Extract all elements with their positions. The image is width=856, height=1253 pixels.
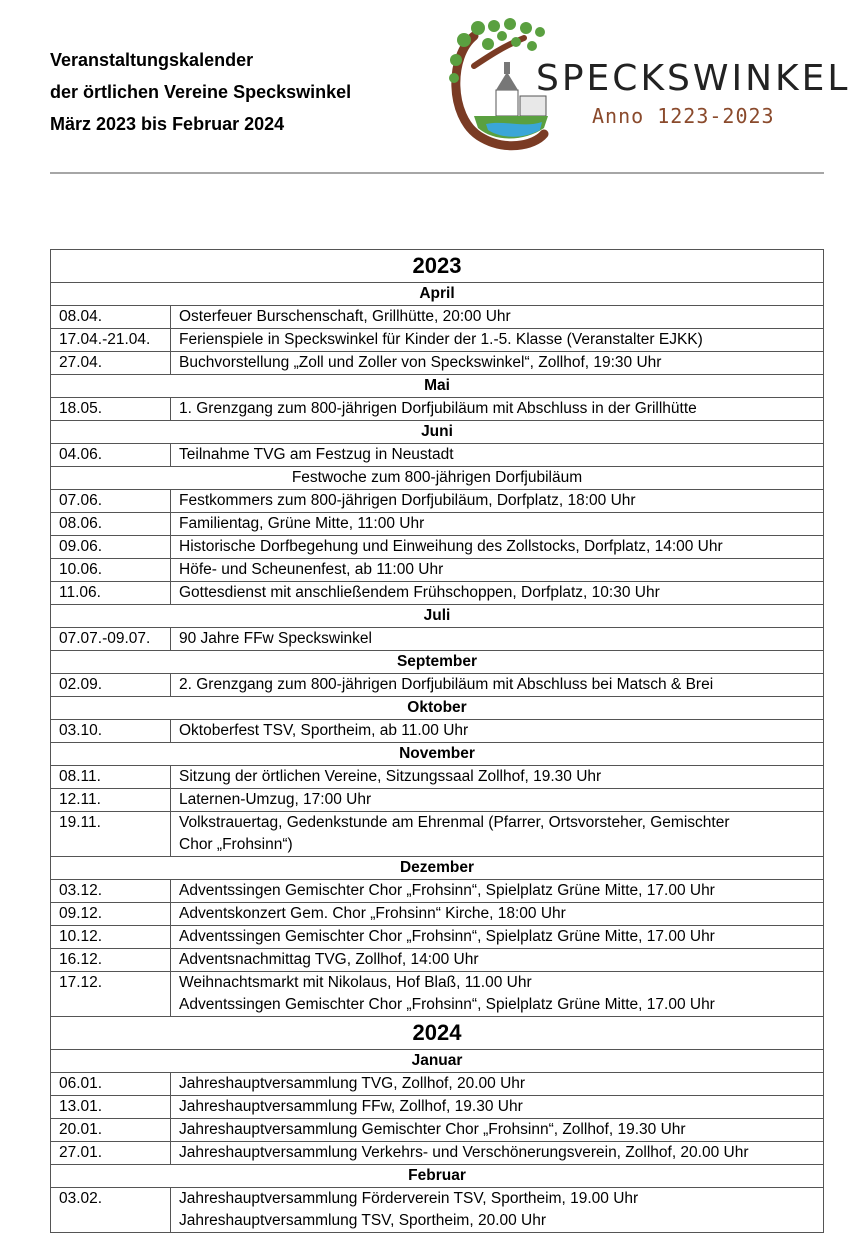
month-row xyxy=(51,283,824,306)
event-description xyxy=(171,398,824,421)
event-row xyxy=(51,789,824,812)
logo-anniversary: Anno 1223-2023 xyxy=(592,104,775,128)
event-description xyxy=(171,559,824,582)
month-heading: Januar xyxy=(51,1050,824,1073)
event-text-line: Volkstrauertag, Gedenkstunde am Ehrenmal (Pfarrer, Ortsvorsteher, Gemischter xyxy=(179,814,730,831)
event-text-line: Weihnachtsmarkt mit Nikolaus, Hof Blaß, 11.00 Uhr xyxy=(179,974,532,991)
event-text-line: Jahreshauptversammlung Förderverein TSV, Sportheim, 19.00 Uhr xyxy=(179,1190,639,1207)
event-date: 27.04. xyxy=(51,352,171,375)
event-date: 03.12. xyxy=(51,880,171,903)
month-row xyxy=(51,1165,824,1188)
event-date: 18.05. xyxy=(51,398,171,421)
event-date: 11.06. xyxy=(51,582,171,605)
event-text-line: Teilnahme TVG am Festzug in Neustadt xyxy=(179,446,454,463)
month-heading: Mai xyxy=(51,375,824,398)
month-heading: Oktober xyxy=(51,697,824,720)
event-text-line: Osterfeuer Burschenschaft, Grillhütte, 20:00 Uhr xyxy=(179,308,511,325)
month-row xyxy=(51,605,824,628)
month-heading: November xyxy=(51,743,824,766)
event-row xyxy=(51,398,824,421)
header-divider xyxy=(50,172,824,174)
month-row xyxy=(51,857,824,880)
event-row xyxy=(51,559,824,582)
event-date: 27.01. xyxy=(51,1142,171,1165)
year-row xyxy=(51,250,824,283)
event-date: 04.06. xyxy=(51,444,171,467)
month-heading: Dezember xyxy=(51,857,824,880)
event-date: 08.06. xyxy=(51,513,171,536)
event-row xyxy=(51,536,824,559)
event-text-line: Familientag, Grüne Mitte, 11:00 Uhr xyxy=(179,515,425,532)
month-heading: Juli xyxy=(51,605,824,628)
event-row xyxy=(51,352,824,375)
month-row xyxy=(51,743,824,766)
header-title: Veranstaltungskalender xyxy=(50,50,254,70)
event-description xyxy=(171,352,824,375)
month-row xyxy=(51,651,824,674)
event-date: 16.12. xyxy=(51,949,171,972)
village-logo xyxy=(444,16,851,154)
event-description xyxy=(171,329,824,352)
event-text-line: Adventssingen Gemischter Chor „Frohsinn“, Spielplatz Grüne Mitte, 17.00 Uhr xyxy=(179,928,715,945)
month-heading: Februar xyxy=(51,1165,824,1188)
event-row xyxy=(51,1119,824,1142)
event-text-line: Historische Dorfbegehung und Einweihung des Zollstocks, Dorfplatz, 14:00 Uhr xyxy=(179,538,723,555)
event-description xyxy=(171,1073,824,1096)
event-description xyxy=(171,1119,824,1142)
event-text-line: Ferienspiele in Speckswinkel für Kinder der 1.-5. Klasse (Veranstalter EJKK) xyxy=(179,331,703,348)
event-text-line: Adventssingen Gemischter Chor „Frohsinn“, Spielplatz Grüne Mitte, 17.00 Uhr xyxy=(179,996,715,1013)
event-description xyxy=(171,306,824,329)
event-description xyxy=(171,903,824,926)
event-description xyxy=(171,444,824,467)
festival-note: Festwoche zum 800-jährigen Dorfjubiläum xyxy=(51,467,824,490)
event-row xyxy=(51,582,824,605)
month-heading: April xyxy=(51,283,824,306)
event-text-line: Adventssingen Gemischter Chor „Frohsinn“, Spielplatz Grüne Mitte, 17.00 Uhr xyxy=(179,882,715,899)
event-description xyxy=(171,766,824,789)
event-row xyxy=(51,812,824,857)
month-heading: September xyxy=(51,651,824,674)
event-date: 19.11. xyxy=(51,812,171,857)
event-text-line: Sitzung der örtlichen Vereine, Sitzungssaal Zollhof, 19.30 Uhr xyxy=(179,768,602,785)
event-date: 10.12. xyxy=(51,926,171,949)
event-date: 06.01. xyxy=(51,1073,171,1096)
event-row xyxy=(51,444,824,467)
event-description xyxy=(171,926,824,949)
event-row xyxy=(51,949,824,972)
event-text-line: Laternen-Umzug, 17:00 Uhr xyxy=(179,791,372,808)
event-row xyxy=(51,1188,824,1233)
event-description xyxy=(171,812,824,857)
event-description xyxy=(171,582,824,605)
event-date: 03.10. xyxy=(51,720,171,743)
document-header xyxy=(50,44,351,140)
event-text-line: Jahreshauptversammlung Gemischter Chor „Frohsinn“, Zollhof, 19.30 Uhr xyxy=(179,1121,686,1138)
event-description xyxy=(171,1096,824,1119)
event-text-line: Buchvorstellung „Zoll und Zoller von Speckswinkel“, Zollhof, 19:30 Uhr xyxy=(179,354,662,371)
event-description xyxy=(171,536,824,559)
event-text-line: Gottesdienst mit anschließendem Frühschoppen, Dorfplatz, 10:30 Uhr xyxy=(179,584,660,601)
event-description xyxy=(171,1142,824,1165)
month-heading: Juni xyxy=(51,421,824,444)
event-row xyxy=(51,1142,824,1165)
event-row xyxy=(51,513,824,536)
header-period: März 2023 bis Februar 2024 xyxy=(50,114,285,134)
event-text-line: Jahreshauptversammlung TSV, Sportheim, 20.00 Uhr xyxy=(179,1212,547,1229)
event-row xyxy=(51,766,824,789)
event-text-line: 1. Grenzgang zum 800-jährigen Dorfjubiläum mit Abschluss in der Grillhütte xyxy=(179,400,697,417)
event-text-line: Chor „Frohsinn“) xyxy=(179,836,293,853)
month-row xyxy=(51,697,824,720)
event-date: 20.01. xyxy=(51,1119,171,1142)
event-text-line: Adventskonzert Gem. Chor „Frohsinn“ Kirche, 18:00 Uhr xyxy=(179,905,566,922)
event-date: 12.11. xyxy=(51,789,171,812)
event-text-line: Jahreshauptversammlung Verkehrs- und Verschönerungsverein, Zollhof, 20.00 Uhr xyxy=(179,1144,749,1161)
event-row xyxy=(51,1073,824,1096)
event-text-line: Höfe- und Scheunenfest, ab 11:00 Uhr xyxy=(179,561,444,578)
festival-note-row xyxy=(51,467,824,490)
event-text-line: Adventsnachmittag TVG, Zollhof, 14:00 Uhr xyxy=(179,951,479,968)
event-text-line: Jahreshauptversammlung TVG, Zollhof, 20.00 Uhr xyxy=(179,1075,526,1092)
event-date: 08.11. xyxy=(51,766,171,789)
year-heading: 2023 xyxy=(51,250,824,283)
year-row xyxy=(51,1017,824,1050)
event-date: 17.12. xyxy=(51,972,171,1017)
event-description xyxy=(171,628,824,651)
event-row xyxy=(51,306,824,329)
event-description xyxy=(171,1188,824,1233)
event-description xyxy=(171,949,824,972)
event-date: 02.09. xyxy=(51,674,171,697)
event-date: 07.07.-09.07. xyxy=(51,628,171,651)
event-row xyxy=(51,903,824,926)
event-row xyxy=(51,1096,824,1119)
event-description xyxy=(171,789,824,812)
event-date: 07.06. xyxy=(51,490,171,513)
event-row xyxy=(51,972,824,1017)
event-text-line: 2. Grenzgang zum 800-jährigen Dorfjubiläum mit Abschluss bei Matsch & Brei xyxy=(179,676,714,693)
event-date: 09.06. xyxy=(51,536,171,559)
event-row xyxy=(51,628,824,651)
event-text-line: Festkommers zum 800-jährigen Dorfjubiläum, Dorfplatz, 18:00 Uhr xyxy=(179,492,636,509)
month-row xyxy=(51,1050,824,1073)
event-row xyxy=(51,720,824,743)
event-date: 13.01. xyxy=(51,1096,171,1119)
event-description xyxy=(171,490,824,513)
event-text-line: 90 Jahre FFw Speckswinkel xyxy=(179,630,372,647)
event-date: 08.04. xyxy=(51,306,171,329)
year-heading: 2024 xyxy=(51,1017,824,1050)
month-row xyxy=(51,421,824,444)
event-row xyxy=(51,490,824,513)
event-description xyxy=(171,972,824,1017)
month-row xyxy=(51,375,824,398)
event-row xyxy=(51,674,824,697)
event-description xyxy=(171,674,824,697)
event-row xyxy=(51,926,824,949)
event-text-line: Oktoberfest TSV, Sportheim, ab 11.00 Uhr xyxy=(179,722,469,739)
logo-wordmark: SPECKSWINKEL xyxy=(536,58,851,99)
event-date: 03.02. xyxy=(51,1188,171,1233)
event-date: 10.06. xyxy=(51,559,171,582)
event-row xyxy=(51,880,824,903)
event-text-line: Jahreshauptversammlung FFw, Zollhof, 19.30 Uhr xyxy=(179,1098,523,1115)
event-description xyxy=(171,880,824,903)
event-date: 17.04.-21.04. xyxy=(51,329,171,352)
event-description xyxy=(171,720,824,743)
event-description xyxy=(171,513,824,536)
event-date: 09.12. xyxy=(51,903,171,926)
event-row xyxy=(51,329,824,352)
header-subtitle: der örtlichen Vereine Speckswinkel xyxy=(50,82,352,102)
event-calendar-table xyxy=(50,249,824,1233)
